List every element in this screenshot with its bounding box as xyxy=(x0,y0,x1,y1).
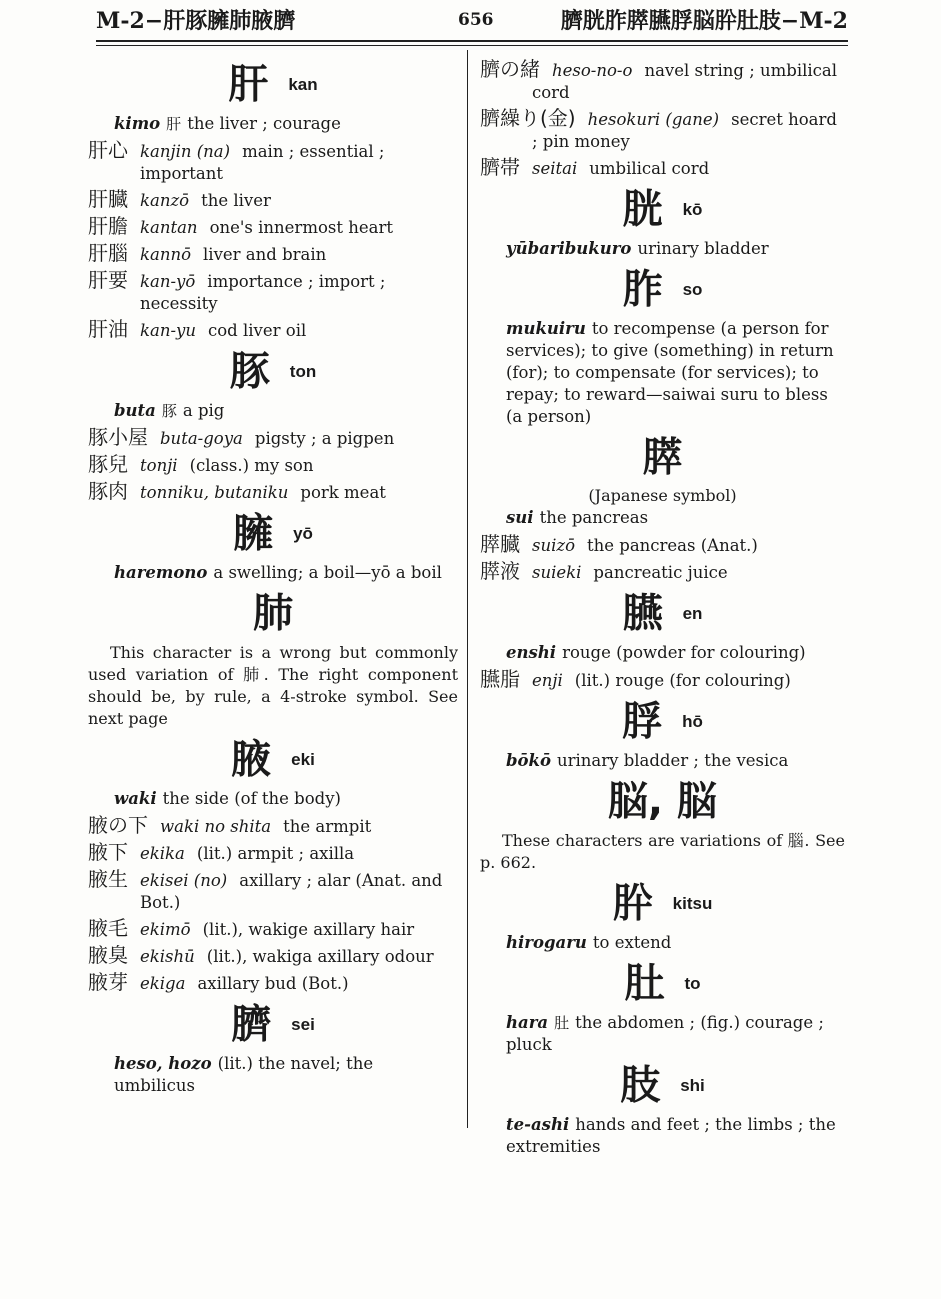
compound-romaji: seitai xyxy=(532,159,578,178)
kun-definition: the side (of the body) xyxy=(162,789,341,808)
compound-entry xyxy=(480,58,845,104)
compound-entry xyxy=(88,841,458,865)
heading-kanji: 胙 xyxy=(622,266,663,313)
character-heading xyxy=(480,432,845,482)
heading-kanji: 肢 xyxy=(620,1062,661,1109)
kun-reading xyxy=(114,113,458,135)
kun-romaji: heso, hozo xyxy=(114,1054,212,1073)
compound-word: 腋芽 xyxy=(88,970,128,994)
compound-definition: secret hoard ; pin money xyxy=(532,110,837,151)
compound-word: 肝油 xyxy=(88,317,128,341)
compound-romaji: ekisei (no) xyxy=(140,871,228,890)
usage-note: These characters are variations of 腦. See p. 662. xyxy=(480,831,845,872)
compound-entry xyxy=(88,426,458,450)
compound-entry xyxy=(88,971,458,995)
character-heading xyxy=(480,696,845,746)
heading-kanji: 肸 xyxy=(612,880,653,927)
compound-entry xyxy=(480,560,845,584)
kun-definition: (lit.) the navel; the umbilicus xyxy=(114,1054,374,1095)
heading-kanji: 胱 xyxy=(622,186,663,233)
compound-word: 肝膽 xyxy=(88,214,128,238)
compound-romaji: kanjin (na) xyxy=(140,142,231,161)
character-heading xyxy=(480,264,845,314)
kun-definition: the pancreas xyxy=(539,508,649,527)
compound-romaji: suizō xyxy=(532,536,575,555)
compound-definition: importance ; import ; necessity xyxy=(140,272,386,313)
compound-entry xyxy=(480,156,845,180)
heading-kanji: 臙 xyxy=(622,590,663,637)
compound-entry xyxy=(88,480,458,504)
compound-definition: cod liver oil xyxy=(208,321,307,340)
compound-definition: axillary ; alar (Anat. and Bot.) xyxy=(140,871,443,912)
compound-definition: (lit.) armpit ; axilla xyxy=(196,844,355,863)
character-heading xyxy=(480,878,845,928)
compound-word: 臍の緒 xyxy=(480,57,540,81)
heading-reading: kan xyxy=(288,74,318,94)
compound-romaji: ekika xyxy=(140,844,185,863)
kun-reading xyxy=(114,400,458,422)
header-right-index: 臍胱胙膵臙脬脳肸肚肢−M-2 xyxy=(560,8,848,34)
kun-romaji: waki xyxy=(114,789,157,808)
heading-reading: shi xyxy=(680,1075,705,1095)
header-left-index: M-2−肝豚臃肺腋臍 xyxy=(96,8,296,34)
heading-kanji: 臃 xyxy=(233,510,274,557)
character-heading xyxy=(88,999,458,1049)
compound-definition: pancreatic juice xyxy=(593,563,728,582)
compound-word: 腋毛 xyxy=(88,916,128,940)
kun-romaji: kimo xyxy=(114,114,161,133)
compound-entry xyxy=(480,668,845,692)
heading-subnote: (Japanese symbol) xyxy=(588,486,737,505)
kun-definition: rouge (powder for colouring) xyxy=(562,643,806,662)
kun-definition: urinary bladder xyxy=(637,239,769,258)
heading-kanji: 肝 xyxy=(228,61,269,108)
compound-word: 腋下 xyxy=(88,840,128,864)
compound-word: 肝腦 xyxy=(88,241,128,265)
kun-reading xyxy=(506,507,845,529)
heading-reading: eki xyxy=(291,749,315,769)
heading-kanji: 肚 xyxy=(624,960,665,1007)
right-column xyxy=(480,55,845,1162)
compound-word: 腋の下 xyxy=(88,813,148,837)
kun-definition: the abdomen ; (fig.) courage ; pluck xyxy=(506,1013,824,1054)
compound-romaji: suieki xyxy=(532,563,582,582)
compound-definition: pigsty ; a pigpen xyxy=(254,429,395,448)
compound-definition: (lit.), wakige axillary hair xyxy=(202,920,415,939)
compound-word: 膵液 xyxy=(480,559,520,583)
compound-entry xyxy=(88,188,458,212)
compound-entry xyxy=(88,917,458,941)
character-heading xyxy=(480,958,845,1008)
compound-romaji: kantan xyxy=(140,218,198,237)
compound-entry xyxy=(88,453,458,477)
character-heading xyxy=(480,588,845,638)
heading-reading: yō xyxy=(293,523,313,543)
compound-definition: the armpit xyxy=(283,817,372,836)
compound-romaji: kan-yu xyxy=(140,321,196,340)
kun-romaji: hirogaru xyxy=(506,933,587,952)
compound-word: 腋臭 xyxy=(88,943,128,967)
character-heading xyxy=(88,346,458,396)
character-heading xyxy=(88,59,458,109)
compound-romaji: kanzō xyxy=(140,191,190,210)
kun-romaji: mukuiru xyxy=(506,319,586,338)
kun-reading xyxy=(506,642,845,664)
usage-note: This character is a wrong but commonly used variation of 肺. The right component should be, by rule, a 4-stroke symbol. See next page xyxy=(88,643,458,728)
compound-word: 臍帯 xyxy=(480,155,520,179)
kun-kanji: 肝 xyxy=(166,115,182,133)
heading-reading: sei xyxy=(291,1014,315,1034)
kun-reading xyxy=(506,750,845,772)
kun-reading xyxy=(506,1114,845,1158)
compound-entry xyxy=(88,139,458,185)
compound-definition: axillary bud (Bot.) xyxy=(197,974,349,993)
character-heading xyxy=(480,776,845,826)
compound-definition: liver and brain xyxy=(203,245,327,264)
compound-definition: main ; essential ; important xyxy=(140,142,385,183)
kun-reading xyxy=(114,788,458,810)
compound-romaji: buta-goya xyxy=(160,429,243,448)
compound-word: 肝要 xyxy=(88,268,128,292)
heading-kanji: 腋 xyxy=(231,736,272,783)
kun-romaji: buta xyxy=(114,401,156,420)
compound-word: 臙脂 xyxy=(480,667,520,691)
heading-reading: en xyxy=(682,603,703,623)
kun-reading xyxy=(114,1053,458,1097)
kun-reading xyxy=(506,932,845,954)
kun-romaji: sui xyxy=(506,508,534,527)
compound-word: 膵臓 xyxy=(480,532,520,556)
compound-word: 豚小屋 xyxy=(88,425,148,449)
kun-romaji: hara xyxy=(506,1013,549,1032)
compound-definition: navel string ; umbilical cord xyxy=(532,61,838,102)
compound-romaji: ekishū xyxy=(140,947,195,966)
header-rule-thin xyxy=(96,45,848,46)
kun-definition: the liver ; courage xyxy=(187,114,341,133)
heading-kanji: 肺 xyxy=(253,590,293,637)
heading-reading: kō xyxy=(682,199,703,219)
compound-entry xyxy=(480,107,845,153)
heading-kanji: 脬 xyxy=(622,698,663,745)
left-column xyxy=(88,55,458,1101)
kun-kanji: 豚 xyxy=(161,402,177,420)
heading-reading: to xyxy=(684,973,701,993)
compound-entry xyxy=(88,242,458,266)
compound-romaji: heso-no-o xyxy=(552,61,633,80)
compound-definition: the pancreas (Anat.) xyxy=(587,536,758,555)
character-heading xyxy=(88,588,458,638)
heading-kanji: 膵 xyxy=(642,434,683,481)
compound-romaji: ekimō xyxy=(140,920,191,939)
kun-definition: urinary bladder ; the vesica xyxy=(556,751,789,770)
compound-romaji: waki no shita xyxy=(160,817,272,836)
compound-definition: (class.) my son xyxy=(189,456,314,475)
compound-romaji: kannō xyxy=(140,245,192,264)
kun-definition: to recompense (a person for services); to give (something) in return (for); to compensate (for services); to repay; to reward—saiwai suru to bless (a person) xyxy=(506,319,834,426)
character-heading xyxy=(88,508,458,558)
character-heading xyxy=(480,1060,845,1110)
character-heading xyxy=(480,184,845,234)
compound-entry xyxy=(88,814,458,838)
heading-kanji: 豚 xyxy=(229,348,270,395)
kun-romaji: te-ashi xyxy=(506,1115,570,1134)
kun-romaji: enshi xyxy=(506,643,557,662)
kun-romaji: yūbaribukuro xyxy=(506,239,632,258)
kun-definition: a pig xyxy=(182,401,225,420)
compound-definition: (lit.), wakiga axillary odour xyxy=(206,947,434,966)
compound-romaji: ekiga xyxy=(140,974,186,993)
character-heading xyxy=(88,734,458,784)
kun-definition: hands and feet ; the limbs ; the extremities xyxy=(506,1115,836,1156)
compound-definition: pork meat xyxy=(300,483,386,502)
heading-reading: hō xyxy=(682,711,703,731)
compound-entry xyxy=(88,944,458,968)
kun-reading xyxy=(506,1012,845,1056)
compound-romaji: enji xyxy=(532,671,563,690)
compound-definition: the liver xyxy=(201,191,271,210)
compound-word: 臍繰り(金) xyxy=(480,106,576,130)
compound-word: 豚兒 xyxy=(88,452,128,476)
heading-reading: kitsu xyxy=(672,893,713,913)
page-header xyxy=(96,4,848,40)
compound-definition: umbilical cord xyxy=(589,159,710,178)
kun-romaji: bōkō xyxy=(506,751,551,770)
kun-reading xyxy=(114,562,458,584)
compound-romaji: tonji xyxy=(140,456,178,475)
compound-word: 腋生 xyxy=(88,867,128,891)
compound-word: 豚肉 xyxy=(88,479,128,503)
compound-entry xyxy=(480,533,845,557)
column-divider xyxy=(467,50,468,1128)
compound-entry xyxy=(88,215,458,239)
kun-romaji: haremono xyxy=(114,563,208,582)
kun-kanji: 肚 xyxy=(554,1014,570,1032)
compound-entry xyxy=(88,269,458,315)
compound-romaji: hesokuri (gane) xyxy=(587,110,720,129)
heading-reading: ton xyxy=(289,361,317,381)
compound-definition: (lit.) rouge (for colouring) xyxy=(574,671,791,690)
compound-entry xyxy=(88,318,458,342)
heading-reading: so xyxy=(682,279,703,299)
kun-definition: a swelling; a boil—yō a boil xyxy=(213,563,442,582)
header-rule xyxy=(96,40,848,42)
compound-entry xyxy=(88,868,458,914)
page-number: 656 xyxy=(458,10,494,30)
heading-kanji: 脳, 脳 xyxy=(607,778,718,825)
kun-definition: to extend xyxy=(592,933,672,952)
compound-word: 肝心 xyxy=(88,138,128,162)
compound-definition: one's innermost heart xyxy=(209,218,393,237)
kun-reading xyxy=(506,318,845,428)
compound-word: 肝臓 xyxy=(88,187,128,211)
heading-kanji: 臍 xyxy=(231,1001,272,1048)
kun-reading xyxy=(506,238,845,260)
compound-romaji: tonniku, butaniku xyxy=(140,483,289,502)
compound-romaji: kan-yō xyxy=(140,272,196,291)
